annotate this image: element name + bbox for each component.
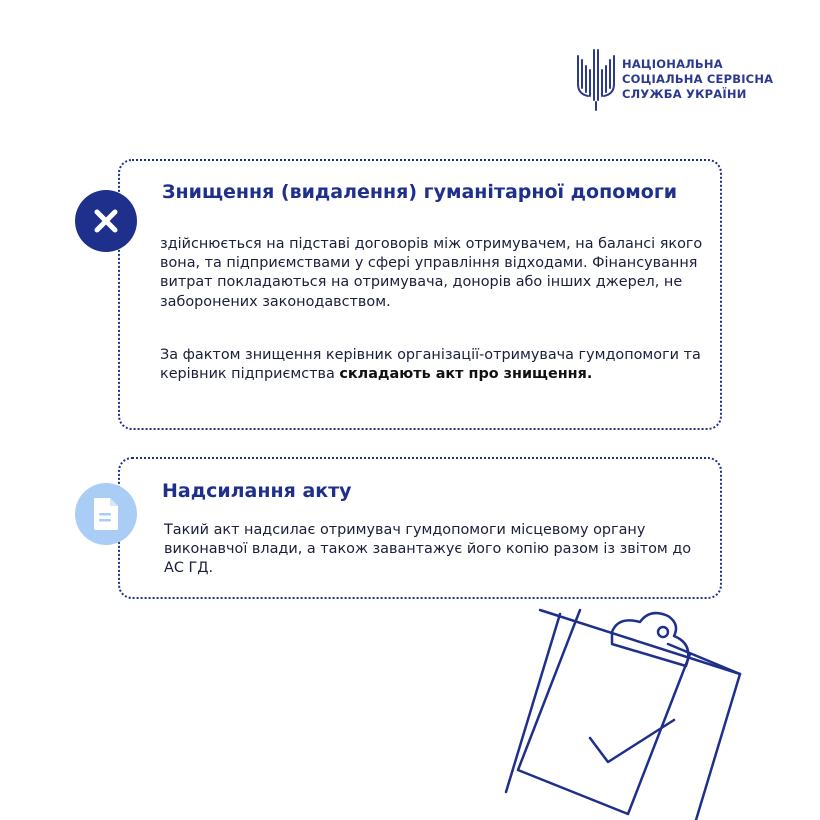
destruction-description: здійснюється на підставі договорів між отримувачем, на балансі якого вона, та підприємствами у сфері управління відходами. Фінансування витрат покладаються на отримувача, донорів або інших джерел, не заборонених законодавством. bbox=[160, 236, 703, 310]
act-sending-description: Такий акт надсилає отримувач гумдопомоги місцевому органу виконавчої влади, а також завантажує його копію разом із звітом до АС ГД. bbox=[164, 522, 692, 577]
trident-emblem-icon bbox=[574, 44, 618, 114]
close-x-badge bbox=[75, 190, 137, 252]
act-sending-title: Надсилання акту bbox=[162, 480, 352, 502]
brand-line-2: СОЦІАЛЬНА СЕРВІСНА bbox=[622, 71, 774, 86]
clipboard-check-icon bbox=[500, 602, 750, 820]
close-x-icon bbox=[93, 208, 119, 234]
destruction-act-note bbox=[160, 346, 705, 384]
brand-name bbox=[622, 57, 773, 102]
document-badge bbox=[75, 483, 137, 545]
document-icon bbox=[92, 497, 120, 531]
brand-line-1: НАЦІОНАЛЬНА bbox=[622, 56, 723, 71]
act-note-bold: складають акт про знищення. bbox=[339, 366, 593, 383]
destruction-title: Знищення (видалення) гуманітарної допомоги bbox=[162, 181, 678, 203]
act-note-text: За фактом знищення керівник організації-отримувача гумдопомоги та керівник підприємства bbox=[160, 347, 701, 383]
brand-line-3: СЛУЖБА УКРАЇНИ bbox=[622, 86, 747, 101]
brand-logo bbox=[574, 44, 773, 114]
